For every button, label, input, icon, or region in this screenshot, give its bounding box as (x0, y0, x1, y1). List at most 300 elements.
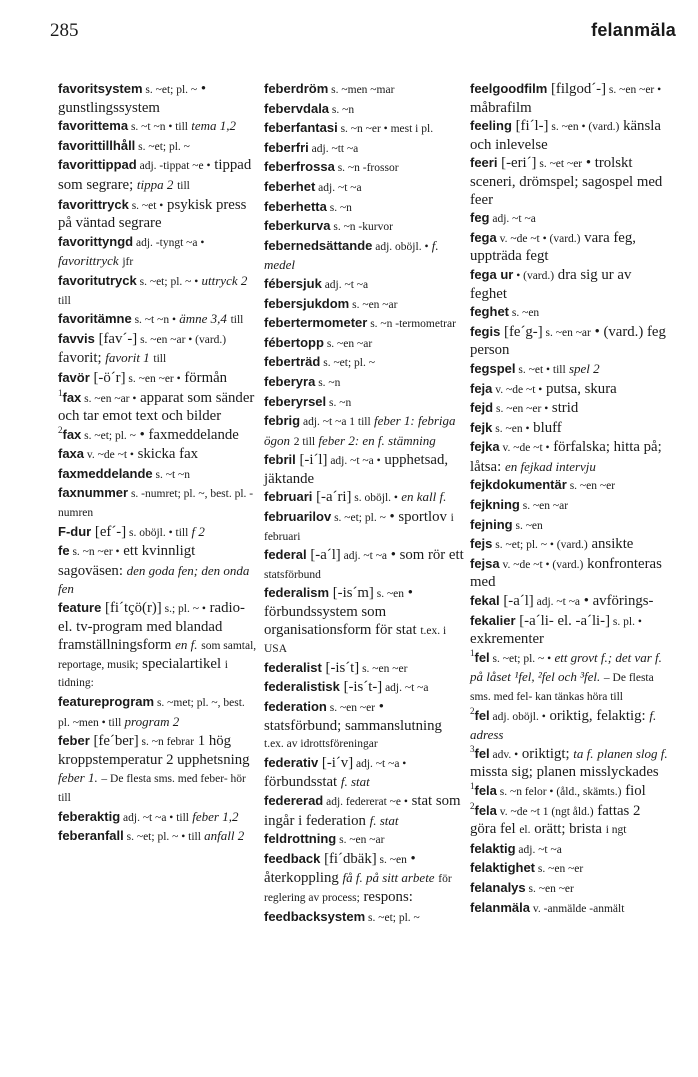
dictionary-entry (470, 899, 670, 919)
dictionary-entry (264, 178, 464, 198)
grammar-info: s. ~en ~ar (323, 337, 373, 350)
dictionary-entry (264, 830, 464, 850)
grammar-info: s. ~et; pl. ~ (142, 84, 198, 96)
grammar-info: adj. oböjl. • (372, 240, 429, 253)
pronunciation: [filgod´-] (547, 81, 607, 97)
grammar-info: adj. ~t ~a (515, 843, 562, 856)
dictionary-entry (470, 380, 670, 400)
grammar-info: s.; pl. ~ • (161, 603, 206, 616)
headword: feelgoodfilm (470, 81, 548, 96)
headword: fejs (470, 536, 493, 552)
grammar-info: adj. -tippat ~e • (136, 160, 211, 173)
grammar-info: adj. federerat ~e • (323, 795, 408, 808)
headword: feghet (470, 304, 509, 320)
definition: känsla och inlevelse (470, 118, 661, 153)
headword: fegis (470, 323, 501, 339)
headword: felaktighet (470, 860, 536, 876)
headword: febrig (264, 413, 301, 429)
headword: febernedsättande (264, 237, 373, 253)
example: f. stat (340, 774, 370, 790)
grammar-info: s. ~et; pl. ~ • (489, 652, 552, 665)
headword: feberanfall (58, 828, 124, 844)
grammar-info: s. ~n -kurvor (330, 221, 393, 234)
headword: federalistisk (264, 679, 340, 695)
headword: feberfantasi (264, 120, 338, 136)
headword: federation (264, 699, 327, 714)
example: tippa 2 (136, 176, 174, 192)
definition: specialartikel (138, 655, 222, 672)
dictionary-entry (264, 353, 464, 373)
grammar-info: v. ~de ~t • (499, 442, 550, 455)
grammar-info: s. ~en ~ar • (vard.) (137, 333, 227, 346)
grammar-info: adj. ~t ~a (489, 213, 536, 226)
grammar-info: s. ~et; pl. ~ (81, 429, 136, 442)
dictionary-entry (470, 360, 670, 380)
definition: bluff (529, 419, 562, 436)
definition: radio- el. tv-program med blandad framställningsform (58, 600, 245, 654)
definition: • avförings- (580, 593, 654, 610)
definition: fattas 2 göra fel (470, 802, 641, 838)
dictionary-entry (470, 117, 670, 154)
headword: februarilov (264, 509, 332, 525)
headword: favorittema (58, 118, 129, 134)
dictionary-entry (470, 496, 670, 516)
definition: strid (548, 400, 579, 417)
usage-note: som samtal, reportage, musik; (58, 640, 257, 671)
example: få f. på sitt arbete (342, 870, 435, 886)
grammar-info: s. ~en • (492, 422, 530, 435)
headword: fel (474, 707, 490, 723)
example: favorittryck (58, 253, 119, 269)
dictionary-entry (58, 389, 258, 426)
dictionary-entry (58, 330, 258, 369)
definition: förbundsstat (264, 774, 338, 791)
dictionary-entry (470, 266, 670, 303)
pronunciation: [fav´-] (94, 330, 138, 347)
pronunciation: [fi´tçö(r)] (101, 600, 162, 617)
homograph-number: 2 (470, 800, 475, 811)
grammar-info: adj. ~t ~a (340, 550, 388, 563)
headword: federativ (264, 754, 319, 770)
headword: feg (470, 210, 490, 226)
headword: favoritutryck (58, 272, 137, 288)
headword: felanmäla (470, 899, 530, 915)
headword: favorittyngd (58, 233, 134, 249)
usage-note: till (230, 314, 244, 327)
grammar-info: s. ~en (509, 307, 540, 320)
headword: favoritämne (58, 311, 132, 327)
definition: • (vard.) feg person (470, 323, 666, 359)
dictionary-entry (264, 100, 464, 120)
definition: konfronteras med (470, 555, 662, 591)
headword: federerad (264, 792, 324, 808)
homograph-number: 3 (470, 743, 475, 754)
dictionary-entry (470, 612, 670, 649)
definition: ett kvinnligt sagoväsen: (58, 543, 196, 579)
pronunciation: [fe´ber] (89, 733, 139, 750)
dictionary-entry (470, 229, 670, 266)
pronunciation: [-is´t-] (339, 679, 383, 696)
dictionary-column-3 (470, 80, 670, 918)
homograph-number: 2 (58, 424, 63, 435)
homograph-number: 2 (470, 705, 475, 716)
example: f. stat (369, 812, 399, 828)
headword: feberkurva (264, 218, 331, 234)
grammar-info: s. ~et; pl. ~ (331, 512, 386, 525)
pronunciation: [-is´t] (321, 659, 360, 676)
grammar-info: s. ~en ~ar • (81, 392, 137, 405)
headword: fejd (470, 400, 494, 416)
usage-note: till (153, 353, 167, 366)
headword: feberdröm (264, 81, 329, 96)
headword: fejsa (470, 555, 500, 571)
example: f. medel (264, 237, 439, 273)
definition: • faxmeddelande (135, 426, 239, 443)
dictionary-entry (58, 272, 258, 310)
dictionary-entry (58, 369, 258, 389)
dictionary-entry (58, 693, 258, 732)
usage-note: för reglering av process; (264, 873, 452, 904)
dictionary-entry (470, 592, 670, 612)
dictionary-entry (470, 209, 670, 229)
grammar-info: adj. ~t ~a 1 till (300, 416, 371, 429)
headword: feeling (470, 118, 512, 134)
grammar-info: adj. ~t ~a (382, 682, 429, 695)
grammar-info: s. ~t ~n • till (128, 121, 188, 134)
headword: feedbacksystem (264, 908, 366, 924)
grammar-info: s. ~en (373, 588, 405, 601)
definition: ansikte (587, 536, 634, 553)
headword: felanalys (470, 879, 526, 895)
example: f. adress (470, 707, 657, 743)
grammar-info: s. ~et; pl. ~ • till (123, 831, 201, 844)
grammar-info: v. ~de ~t • (492, 383, 543, 396)
definition: favorit; (58, 350, 102, 367)
dictionary-entry (470, 323, 670, 360)
example: ämne 3,4 (175, 311, 227, 327)
headword: federalist (264, 659, 322, 675)
headword: favör (58, 369, 90, 385)
dictionary-entry (264, 412, 464, 451)
headword: fegspel (470, 360, 516, 376)
dictionary-entry (470, 840, 670, 860)
headword: favoritsystem (58, 81, 143, 96)
example: feber 1: febriga ögon (264, 413, 456, 448)
definition: oriktig, felaktig: (545, 707, 646, 724)
example: f 2 (188, 523, 205, 539)
definition: dra sig ur av feghet (470, 266, 632, 302)
headword: F-dur (58, 523, 92, 539)
dictionary-entry (470, 438, 670, 476)
running-head: felanmäla (591, 20, 676, 40)
dictionary-entry (264, 792, 464, 830)
homograph-number: 1 (470, 647, 475, 658)
dictionary-entry (264, 451, 464, 488)
grammar-info: s. ~n febrar (138, 736, 195, 749)
grammar-info: 2 till (293, 435, 316, 448)
grammar-info: s. ~n felor • (åld., skämts.) (496, 785, 622, 798)
grammar-info: adj. ~t ~a • till (120, 811, 189, 824)
grammar-info: s. ~n (315, 376, 341, 389)
usage-note: – De flesta sms. med feber- hör till (58, 773, 246, 804)
grammar-info: adj. -tyngt ~a • (133, 236, 205, 249)
dictionary-entry (264, 850, 464, 908)
dictionary-entry (470, 535, 670, 555)
grammar-info: s. ~en ~ar (542, 326, 591, 339)
dictionary-entry (470, 745, 670, 782)
headword: favorittippad (58, 157, 137, 173)
usage-note: i februari (264, 512, 454, 543)
headword: fela (474, 782, 497, 798)
definition: • gunstlingssystem (58, 81, 207, 116)
dictionary-entry (470, 516, 670, 536)
usage-note: till (177, 179, 190, 192)
headword: felaktig (470, 840, 516, 856)
grammar-info: s. ~en ~ar (519, 500, 569, 513)
headword: faxmeddelande (58, 465, 153, 481)
usage-note: t.ex. av idrottsföreningar (264, 738, 378, 751)
dictionary-entry (58, 137, 258, 157)
headword: faxnummer (58, 485, 129, 501)
definition: vara feg, uppträda fegt (470, 229, 636, 265)
headword: feberfrossa (264, 159, 335, 175)
grammar-info: s. oböjl. • till (126, 526, 189, 539)
pronunciation: [fe´g-] (500, 323, 543, 340)
headword: februari (264, 489, 313, 505)
grammar-info: s. ~et ~er (536, 158, 583, 171)
usage-note: t.ex. i USA (264, 624, 447, 656)
dictionary-entry (58, 523, 258, 543)
grammar-info: s. ~en ~er (535, 863, 584, 876)
pronunciation: [-i´v] (318, 754, 354, 771)
headword: feeri (470, 155, 498, 171)
definition: • förbundssystem som organisationsform för stat (264, 585, 417, 638)
example: spel 2 (565, 360, 600, 376)
dictionary-entry (264, 217, 464, 237)
example: en f. (175, 637, 198, 653)
headword: feedback (264, 850, 321, 866)
dictionary-entry (470, 802, 670, 840)
grammar-info: s. ~et • (128, 199, 164, 212)
headword: febertermometer (264, 315, 368, 331)
grammar-info: v. ~de ~t • (vard.) (499, 558, 584, 571)
grammar-info: s. ~n -termometrar (367, 318, 456, 331)
grammar-info: s. ~en ~er (525, 882, 574, 895)
definition: • trolskt sceneri, drömspel; sagospel med feer (470, 155, 663, 208)
example: feber 1,2 (189, 808, 239, 824)
headword: feber (58, 733, 90, 749)
headword: feberhet (264, 178, 316, 194)
definition: måbrafilm (470, 99, 532, 116)
grammar-info: adj. ~t ~a • (353, 757, 407, 770)
headword: feberaktig (58, 808, 121, 824)
dictionary-entry (264, 754, 464, 792)
pronunciation: [fi´l-] (511, 118, 549, 135)
headword: federalism (264, 585, 330, 601)
headword: febril (264, 452, 296, 468)
headword: feldrottning (264, 831, 337, 847)
dictionary-entry (264, 275, 464, 295)
definition: apparat som sänder och tar emot text och bilder (58, 389, 255, 425)
example: feber 1. (58, 770, 98, 786)
grammar-info: adv. • (489, 748, 519, 761)
grammar-info: s. ~met; pl. ~, best. pl. ~men • till (58, 697, 245, 729)
dictionary-entry (58, 445, 258, 465)
grammar-info: adj. ~tt ~a (308, 142, 359, 155)
grammar-info: s. ~en • (vard.) (548, 121, 620, 134)
pronunciation: [-ö´r] (89, 369, 126, 386)
grammar-info: s. ~en ~er • (606, 84, 662, 96)
dictionary-column-2 (264, 80, 464, 927)
dictionary-entry (58, 542, 258, 599)
dictionary-entry (470, 419, 670, 439)
headword: feberfri (264, 139, 309, 155)
example: ¹fel, ²fel och ³fel. (514, 669, 601, 685)
dictionary-entry (264, 393, 464, 413)
definition: 1 hög kroppstemperatur 2 upphetsning (58, 733, 250, 768)
definition: förfalska; hitta på; låtsa: (470, 439, 662, 475)
example: planen slog f. (597, 745, 668, 761)
usage-note: i ngt (605, 824, 627, 837)
usage-note: i tidning: (58, 658, 228, 690)
headword: febervdala (264, 100, 330, 116)
grammar-info: s. ~n (326, 396, 352, 409)
dictionary-entry (470, 859, 670, 879)
dictionary-entry (264, 508, 464, 546)
definition: exkrementer (470, 631, 544, 648)
grammar-info: v. ~de ~t 1 (ngt åld.) (496, 805, 594, 818)
headword: favorittillhåll (58, 137, 136, 153)
headword: fax (62, 389, 82, 405)
grammar-info: s. ~en ~er (359, 662, 408, 675)
headword: feberyra (264, 373, 316, 389)
grammar-info: s. ~en (376, 853, 407, 866)
dictionary-entry (58, 233, 258, 272)
headword: featureprogram (58, 694, 155, 709)
dictionary-entry (264, 698, 464, 754)
grammar-info: s. ~men ~mar (328, 84, 395, 96)
definition: tippad som segrare; (58, 157, 252, 193)
dictionary-entry (264, 334, 464, 354)
pronunciation: [ef´-] (91, 523, 127, 540)
headword: fega (470, 229, 497, 245)
headword: febersjukdom (264, 295, 350, 311)
dictionary-entry (58, 599, 258, 693)
example: en kall f. (397, 489, 447, 505)
dictionary-entry (264, 139, 464, 159)
definition: upphetsad, jäktande (264, 452, 449, 487)
grammar-info: adj. ~t ~a • (327, 455, 381, 468)
dictionary-entry (470, 154, 670, 209)
usage-note: – De flesta sms. med fel- kan tänkas höra till (470, 672, 654, 703)
dictionary-entry (264, 295, 464, 315)
grammar-info: s. ~en (512, 519, 543, 532)
dictionary-entry (470, 555, 670, 592)
dictionary-entry (264, 198, 464, 218)
headword: fax (62, 426, 82, 442)
headword: fejkning (470, 497, 520, 513)
pronunciation: [-i´l] (295, 452, 328, 469)
headword: fekalier (470, 612, 516, 628)
pronunciation: [-a´ri] (312, 489, 352, 506)
grammar-info: s. ~n ~er • (69, 546, 120, 559)
grammar-info: s. ~n -frossor (334, 162, 399, 175)
dictionary-entry (58, 426, 258, 446)
dictionary-entry (58, 484, 258, 522)
headword: fekal (470, 593, 500, 609)
headword: fébertopp (264, 334, 324, 350)
grammar-info: • (vard.) (513, 269, 555, 282)
dictionary-entry (264, 584, 464, 658)
example: program 2 (121, 713, 180, 729)
dictionary-entry (58, 156, 258, 195)
dictionary-entry (264, 546, 464, 584)
usage-note: statsförbund (264, 568, 321, 581)
definition: • statsförbund; sammanslutning (264, 699, 442, 734)
grammar-info: s. ~n ~er • mest i pl. (337, 123, 434, 136)
headword: fejka (470, 439, 500, 455)
headword: favorittryck (58, 196, 129, 212)
dictionary-entry (264, 659, 464, 679)
dictionary-entry (264, 678, 464, 698)
pronunciation: [-a´li- el. -a´li-] (515, 612, 611, 629)
example: feber 2: en f. stämning (315, 432, 436, 448)
headword: fega ur (470, 266, 514, 282)
pronunciation: [fi´dbäk] (320, 850, 377, 867)
pronunciation: [-is´m] (329, 585, 374, 602)
definition: förmån (180, 369, 228, 386)
dictionary-entry (470, 476, 670, 496)
definition: • sportlov (385, 509, 447, 526)
example: den goda fen; den onda fen (58, 562, 250, 597)
headword: fejkdokumentär (470, 477, 567, 493)
headword: federal (264, 547, 307, 563)
pronunciation: [-a´l] (306, 547, 341, 564)
grammar-info: s. ~et; pl. ~ • (136, 275, 199, 288)
grammar-info: s. ~en ~er • (493, 403, 549, 416)
pronunciation: [-a´l] (499, 593, 534, 610)
dictionary-entry (470, 782, 670, 802)
headword: fejning (470, 516, 513, 532)
dictionary-entry (264, 373, 464, 393)
grammar-info: adj. ~t ~a (321, 278, 369, 291)
grammar-info: v. ~de ~t • (vard.) (496, 232, 581, 245)
dictionary-entry (264, 119, 464, 139)
usage-note: el. (519, 824, 531, 837)
dictionary-entry (58, 465, 258, 485)
grammar-info: s. ~t ~n (152, 468, 191, 481)
dictionary-entry (264, 237, 464, 275)
grammar-info: s. ~et • till (515, 363, 566, 376)
dictionary-column-1 (58, 80, 258, 847)
example: uttryck 2 (198, 272, 248, 288)
grammar-info: s. -numret; pl. ~, best. pl. -numren (58, 488, 254, 520)
dictionary-entry (470, 649, 670, 707)
example: ett grovt f.; det var f. på låset (470, 649, 662, 685)
dictionary-entry (470, 303, 670, 323)
homograph-number: 1 (470, 780, 475, 791)
dictionary-entry (58, 117, 258, 137)
grammar-info: adj. ~t ~a (533, 596, 581, 609)
dictionary-entry (470, 707, 670, 745)
headword: feberyrsel (264, 393, 327, 409)
grammar-info: s. ~en ~er (566, 480, 616, 493)
dictionary-entry (264, 80, 464, 100)
grammar-info: adj. oböjl. • (489, 710, 546, 723)
grammar-info: s. ~t ~n • (131, 314, 176, 327)
definition: fiol (621, 782, 646, 799)
definition: planen misslyckades (536, 764, 659, 781)
